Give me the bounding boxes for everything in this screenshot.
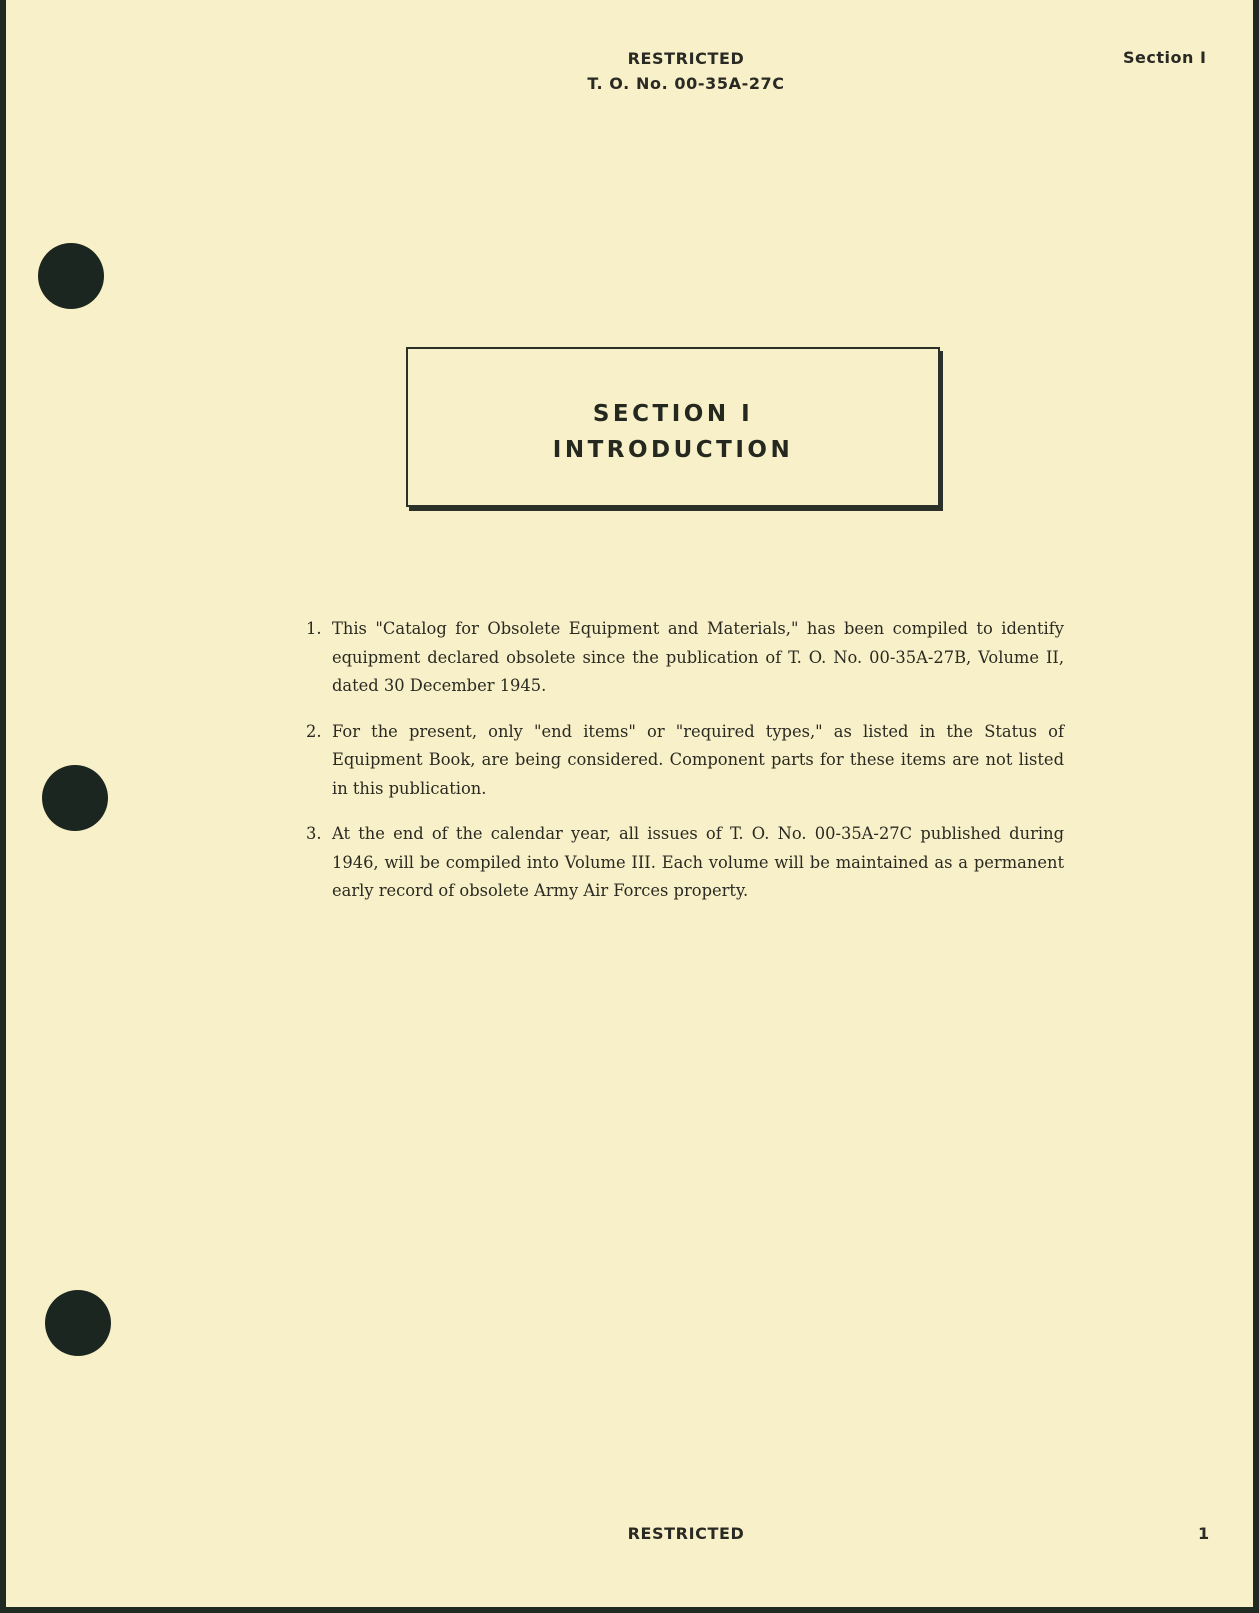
item-number: 2.	[306, 721, 322, 741]
item-text: At the end of the calendar year, all issues of T. O. No. 00-35A-27C published during 1946, will be compiled into Volume III. Each volume will be maintained as a permanent early record of obsolete Army Air Forces property.	[332, 824, 1064, 900]
item-text: This "Catalog for Obsolete Equipment and Materials," has been compiled to identify equipment declared obsolete since the publication of T. O. No. 00-35A-27B, Volume II, dated 30 December 1945.	[332, 619, 1064, 695]
list-item	[306, 718, 1064, 804]
binder-hole	[42, 765, 108, 831]
header-section-label: Section I	[1123, 48, 1207, 67]
list-item	[306, 820, 1064, 906]
binder-hole	[45, 1290, 111, 1356]
header-classification: RESTRICTED	[627, 49, 745, 68]
item-number: 1.	[306, 619, 322, 638]
section-title: SECTION I	[592, 401, 754, 427]
list-item	[306, 615, 1064, 701]
document-page	[6, 0, 1253, 1607]
binder-hole	[38, 243, 104, 309]
section-subtitle: INTRODUCTION	[552, 437, 794, 463]
item-text: For the present, only "end items" or "required types," as listed in the Status of Equipment Book, are being considered. Component parts for these items are not listed in this publication.	[332, 721, 1064, 798]
header-doc-number: T. O. No. 00-35A-27C	[587, 74, 785, 93]
page-number: 1	[1198, 1524, 1210, 1543]
footer-classification: RESTRICTED	[627, 1524, 745, 1543]
item-number: 3.	[306, 824, 322, 843]
introduction-list	[306, 615, 1064, 923]
section-title-box	[406, 347, 940, 507]
